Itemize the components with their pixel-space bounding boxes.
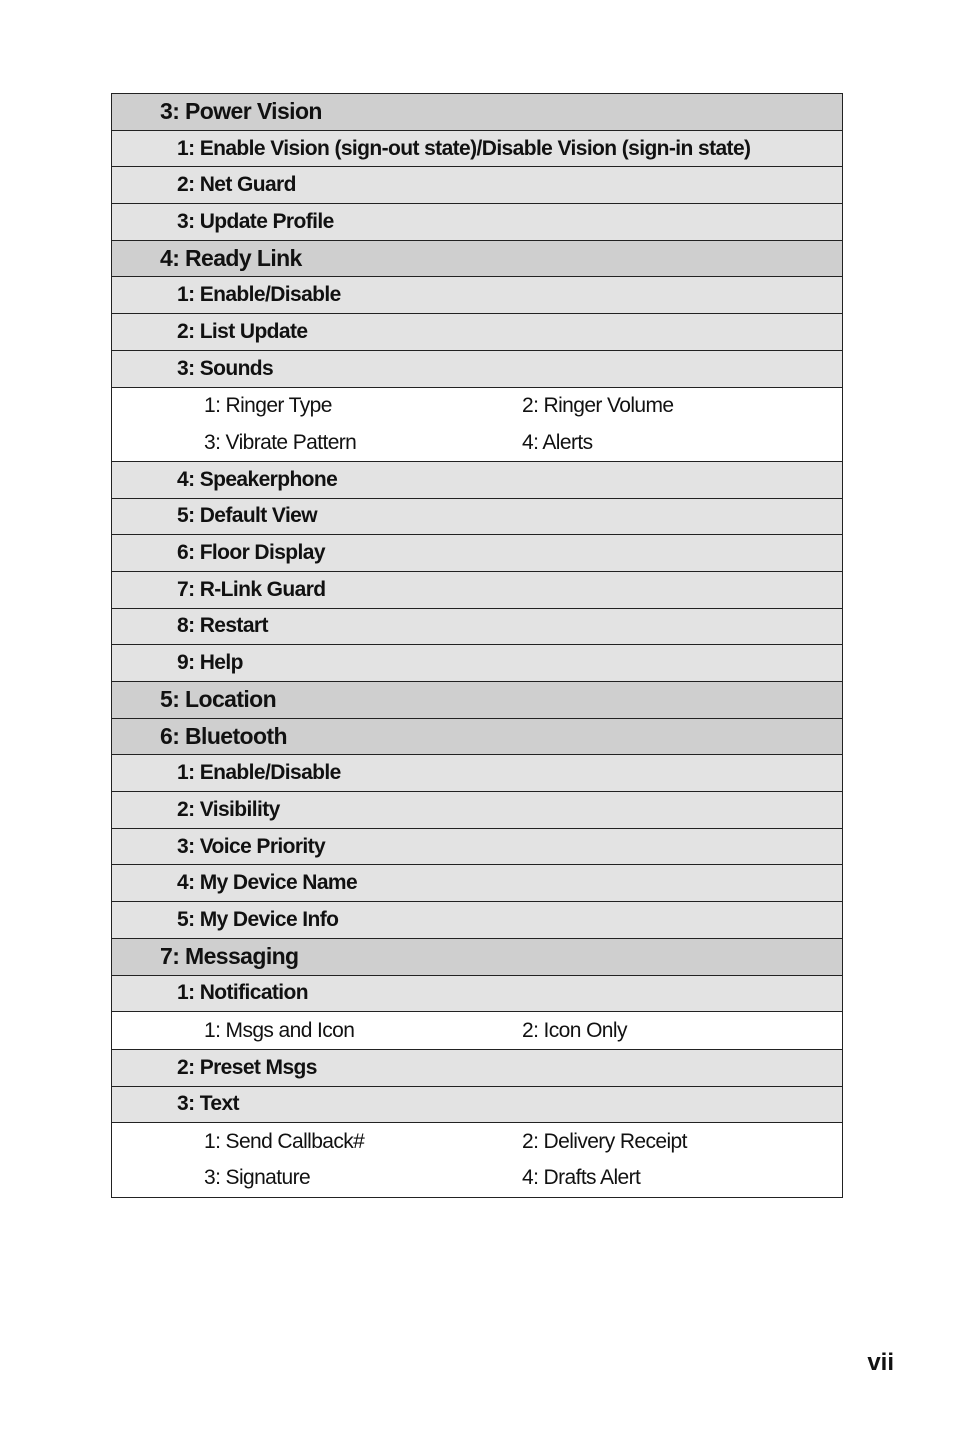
submenu-item: 1: Ringer Type xyxy=(204,393,332,417)
menu-item: 2: Visibility xyxy=(112,792,842,829)
menu-item: 3: Voice Priority xyxy=(112,829,842,866)
menu-item: 1: Enable/Disable xyxy=(112,277,842,314)
menu-table xyxy=(111,93,843,1198)
menu-item: 4: Speakerphone xyxy=(112,462,842,499)
menu-item: 9: Help xyxy=(112,645,842,682)
menu-item: 6: Floor Display xyxy=(112,535,842,572)
submenu-item: 2: Icon Only xyxy=(522,1018,627,1042)
menu-item: 3: Sounds xyxy=(112,351,842,388)
menu-heading: 4: Ready Link xyxy=(112,241,842,278)
menu-item: 3: Text xyxy=(112,1087,842,1124)
menu-item: 4: My Device Name xyxy=(112,865,842,902)
menu-item: 7: R-Link Guard xyxy=(112,572,842,609)
submenu-line xyxy=(112,388,842,425)
menu-item: 5: Default View xyxy=(112,499,842,536)
submenu-item: 3: Vibrate Pattern xyxy=(204,430,357,454)
page-number: vii xyxy=(867,1349,894,1376)
menu-item: 2: List Update xyxy=(112,314,842,351)
menu-item: 5: My Device Info xyxy=(112,902,842,939)
menu-item: 3: Update Profile xyxy=(112,204,842,241)
submenu-line xyxy=(112,424,842,461)
submenu-item: 3: Signature xyxy=(204,1166,311,1190)
menu-item: 2: Net Guard xyxy=(112,167,842,204)
menu-heading: 6: Bluetooth xyxy=(112,719,842,756)
menu-item: 1: Enable Vision (sign-out state)/Disable Vision (sign-in state) xyxy=(112,131,842,168)
menu-heading: 7: Messaging xyxy=(112,939,842,976)
menu-item: 2: Preset Msgs xyxy=(112,1050,842,1087)
menu-heading: 5: Location xyxy=(112,682,842,719)
submenu-item: 2: Delivery Receipt xyxy=(522,1129,687,1153)
submenu-item: 2: Ringer Volume xyxy=(522,393,674,417)
menu-item: 1: Notification xyxy=(112,976,842,1013)
submenu-group xyxy=(112,1123,842,1196)
submenu-item: 1: Msgs and Icon xyxy=(204,1018,355,1042)
submenu-group xyxy=(112,1012,842,1050)
submenu-item: 4: Drafts Alert xyxy=(522,1166,641,1190)
submenu-line xyxy=(112,1123,842,1160)
menu-item: 8: Restart xyxy=(112,609,842,646)
submenu-line xyxy=(112,1160,842,1197)
menu-item: 1: Enable/Disable xyxy=(112,755,842,792)
submenu-item: 1: Send Callback# xyxy=(204,1129,365,1153)
menu-heading: 3: Power Vision xyxy=(112,94,842,131)
submenu-line xyxy=(112,1012,842,1049)
submenu-item: 4: Alerts xyxy=(522,430,593,454)
submenu-group xyxy=(112,388,842,462)
